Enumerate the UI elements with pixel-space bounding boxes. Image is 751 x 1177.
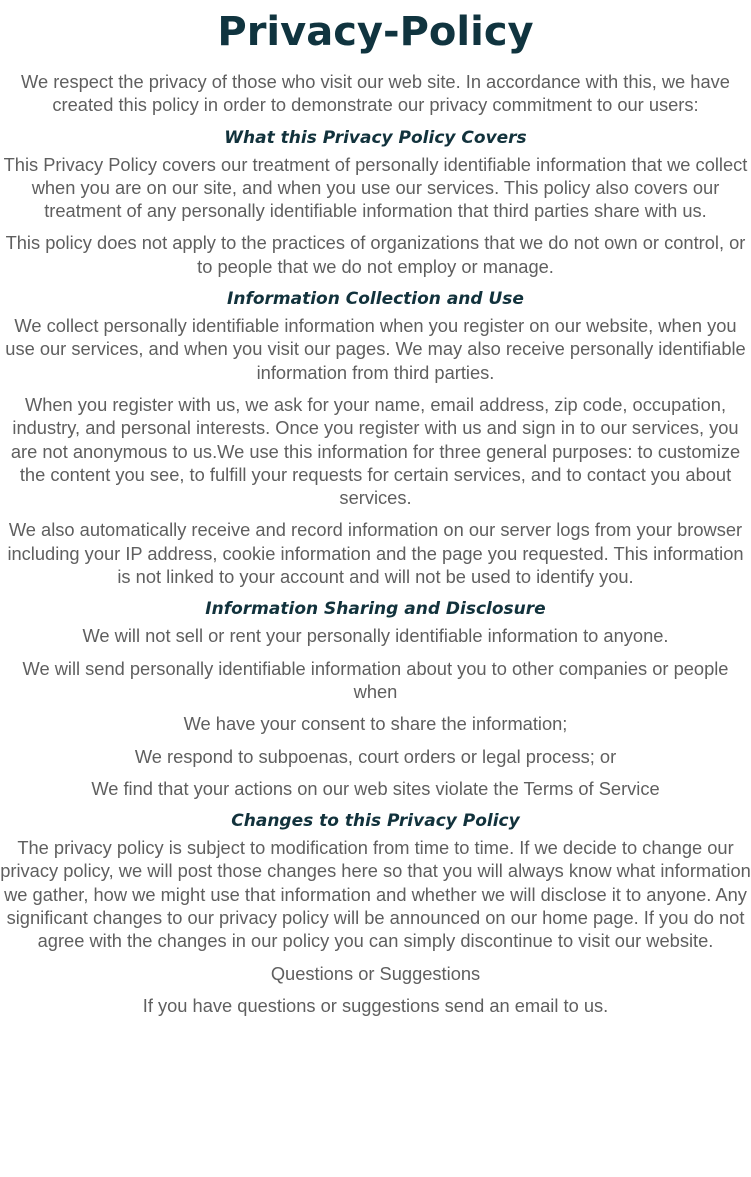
questions-label: Questions or Suggestions bbox=[270, 962, 481, 984]
paragraph: The privacy policy is subject to modification from time to time. If we decide to change our privacy policy, we will post those changes here so that you will always know what information we gather, how we might use that information and whether we will disclose it to anyone. Any significant changes to our privacy policy will be announced on our home page. If you do not agree with the changes in our policy you can simply discontinue to visit our website. bbox=[0, 837, 751, 952]
section-changes bbox=[0, 810, 751, 1017]
intro-paragraph: We respect the privacy of those who visit our web site. In accordance with this, we have created this policy in order to demonstrate our privacy commitment to our users: bbox=[21, 71, 730, 116]
page-title: Privacy-Policy bbox=[217, 9, 534, 55]
list-item: We respond to subpoenas, court orders or legal process; or bbox=[134, 745, 617, 767]
paragraph: When you register with us, we ask for your name, email address, zip code, occupation, industry, and personal interests. Once you register with us and sign in to our services, you are not anonymous to us.We use this information for three general purposes: to customize the content you see, to fulfill your requests for certain services, and to contact you about services. bbox=[10, 393, 741, 509]
paragraph: We will send personally identifiable information about you to other companies or people when bbox=[22, 657, 729, 702]
section-heading: What this Privacy Policy Covers bbox=[224, 127, 527, 148]
section-covers bbox=[0, 127, 751, 278]
contact-paragraph: If you have questions or suggestions send an email to us. bbox=[142, 994, 609, 1016]
paragraph: We will not sell or rent your personally identifiable information to anyone. bbox=[82, 625, 669, 647]
paragraph: We also automatically receive and record information on our server logs from your browser including your IP address, cookie information and the page you requested. This information is not linked to your account and will not be used to identify you. bbox=[7, 519, 744, 588]
paragraph: This policy does not apply to the practices of organizations that we do not own or control, or to people that we do not employ or manage. bbox=[5, 232, 746, 277]
section-collection bbox=[0, 288, 751, 588]
section-heading: Changes to this Privacy Policy bbox=[231, 811, 520, 832]
paragraph: We collect personally identifiable information when you register on our website, when you use our services, and when you visit our pages. We may also receive personally identifiable information from third parties. bbox=[5, 315, 746, 383]
list-item: We have your consent to share the information; bbox=[183, 713, 568, 735]
list-item: We find that your actions on our web sites violate the Terms of Service bbox=[91, 777, 660, 799]
section-heading: Information Collection and Use bbox=[227, 289, 524, 310]
privacy-policy-page bbox=[0, 4, 751, 1017]
section-sharing bbox=[0, 598, 751, 800]
paragraph: This Privacy Policy covers our treatment of personally identifiable information that we collect when you are on our site, and when you use our services. This policy also covers our treatment of any personally identifiable information that third parties share with us. bbox=[3, 153, 748, 222]
section-heading: Information Sharing and Disclosure bbox=[205, 599, 546, 620]
